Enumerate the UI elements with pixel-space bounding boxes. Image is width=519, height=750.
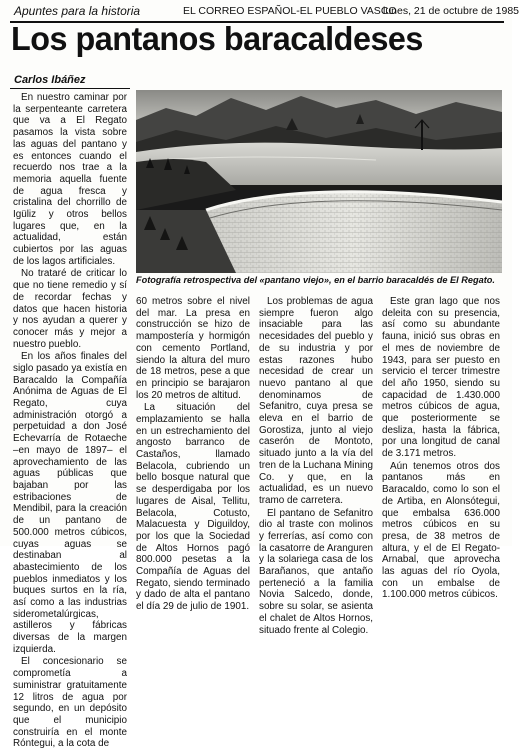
paragraph: Este gran lago que nos deleita con su presencia, así como su abundante fauna, inició sus obras en el mes de noviembre de 1943, para ser puesto en servicio el tercer trimestre del año 1950, siendo su capacidad de 1.430.000 metros cúbicos de agua, que posteriormente se desliza, hasta la fábrica, por una longitud de canal de 3.171 metros. [382,296,500,460]
headline: Los pantanos baracaldeses [11,20,423,57]
paragraph: El pantano de Sefanitro dio al traste con molinos y ferrerías, así como con la casatorre de Aranguren y la solariega casa de los Barañanos, que antaño perteneció a la familia Novia Salcedo, donde, sobre su solar, se asienta el chalet de Altos Hornos, situado frente al Colegio. [259,507,373,636]
paragraph: En los años finales del siglo pasado ya existía en Baracaldo la Compañía Anónima de Aguas de El Regato, cuya administración otorgó a perpetuidad a don José Echevarría de Rotaeche –en mayo de 1897– el aprovechamiento de las aguas públicas que bajaban por las estribaciones de Mendibil, para la creación de un pantano de 500.000 metros cúbicos, cuyas aguas se destinaban al abastecimiento de los pueblos inmediatos y los buques surtos en la ría, así como a las industrias siderometalúrgicas, astilleros y fábricas diversas de la margen izquierda. [13,351,127,655]
paragraph: No trataré de criticar lo que no tiene remedio y sí de recordar fechas y datos que hacen historia y nos ayudan a querer y conocer más y mejor a nuestro pueblo. [13,268,127,350]
paragraph: Los problemas de agua siempre fueron algo insaciable para las necesidades del pueblo y de su industria y por estas razones hubo necesidad de crear un nuevo pantano al que denominamos de Sefanitro, cuya presa se eleva en el barrio de Gorostiza, junto al viejo caserón de Montoto, situado junto a la vía del tren de la Luchana Mining Co. y que, en la actualidad, es un nuevo tramo de carretera. [259,296,373,506]
paragraph: El concesionario se comprometía a suministrar gratuitamente 12 litros de agua por segundo, en un depósito que el municipio construiría en el monte Róntegui, a la cota de [13,656,127,750]
paragraph: La situación del emplazamiento se halla en un estrechamiento del angosto barranco de Castaños, llamado Belacola, cubriendo un bello bosque natural que se desperdigaba por los lugares de Aisal, Tellitu, Belacola, Cotusto, Malacuesta y Diguildoy, por los que la Sociedad de Altos Hornos pagó 800.000 pesetas a la Compañía de Aguas del Regato, siendo terminado y dado de alta el pantano el día 29 de julio de 1901. [136,402,250,613]
article-column-4 [382,296,500,601]
article-column-1 [13,92,127,750]
article-column-2 [136,296,250,613]
section-label: Apuntes para la historia [14,4,141,18]
byline: Carlos Ibáñez [14,74,86,86]
paragraph: 60 metros sobre el nivel del mar. La presa en construcción se hizo de mampostería y hormigón con cemento Portland, siendo la altura del muro de 18 metros, pese a que en principio se barajaron los 20 metros de altitud. [136,296,250,401]
dam-photo [136,90,502,273]
publication-date: lunes, 21 de octubre de 1985 [383,5,519,17]
article-column-3 [259,296,373,636]
newspaper-name: EL CORREO ESPAÑOL-EL PUEBLO VASCO [183,5,397,17]
paragraph: Aún tenemos otros dos pantanos más en Baracaldo, como lo son el de Artiba, en Alonsótegui, que embalsa 636.000 metros cúbicos en su presa, de 38 metros de altura, y el de El Regato-Arnabal, que aprovecha las aguas del río Oyola, con un embalse de 1.100.000 metros cúbicos. [382,460,500,601]
byline-rule [10,88,130,89]
paragraph: En nuestro caminar por la serpenteante carretera que va a El Regato pasamos la vista sobre las aguas del pantano y es entonces cuando el recuerdo nos trae a la memoria aquella fuente de agua fresca y cristalina del chorrillo de Igüliz y otros bellos lugares que, en la actualidad, están cubiertos por las aguas de los lagos artificiales. [13,92,127,267]
photo-caption: Fotografía retrospectiva del «pantano viejo», en el barrio baracaldés de El Regato. [136,275,495,285]
